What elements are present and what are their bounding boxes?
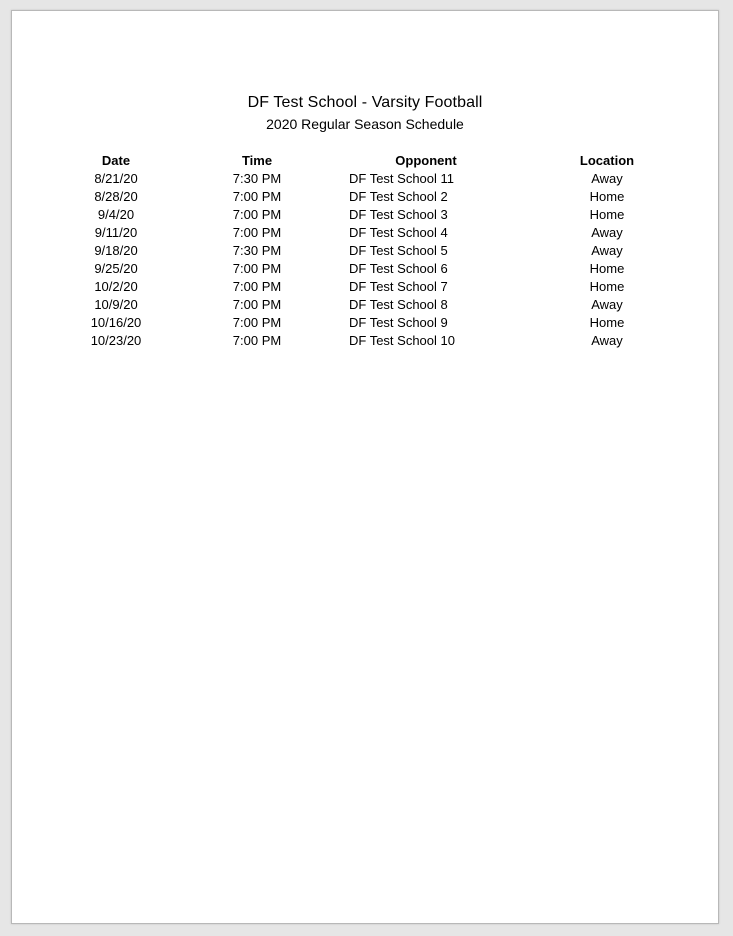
cell-location: Away — [591, 225, 623, 240]
schedule-table — [12, 152, 718, 350]
table-row — [12, 242, 718, 260]
cell-date: 8/21/20 — [94, 171, 138, 186]
table-row — [12, 296, 718, 314]
cell-location: Away — [591, 333, 623, 348]
cell-time: 7:00 PM — [232, 225, 282, 240]
cell-location: Home — [589, 261, 625, 276]
cell-time: 7:00 PM — [232, 315, 282, 330]
cell-location: Away — [591, 171, 623, 186]
cell-date: 10/16/20 — [90, 315, 142, 330]
header-time: Time — [241, 153, 273, 168]
cell-date: 9/18/20 — [94, 243, 138, 258]
cell-time: 7:00 PM — [232, 279, 282, 294]
table-row — [12, 188, 718, 206]
cell-opponent: DF Test School 10 — [349, 333, 455, 348]
cell-location: Away — [591, 243, 623, 258]
table-row — [12, 170, 718, 188]
cell-time: 7:30 PM — [232, 171, 282, 186]
cell-location: Home — [589, 315, 625, 330]
cell-time: 7:00 PM — [232, 189, 282, 204]
table-row — [12, 224, 718, 242]
cell-time: 7:00 PM — [232, 207, 282, 222]
header-opponent: Opponent — [395, 153, 457, 168]
table-row — [12, 332, 718, 350]
header-location: Location — [579, 153, 635, 168]
cell-opponent: DF Test School 5 — [349, 243, 448, 258]
cell-opponent: DF Test School 11 — [349, 171, 455, 186]
document-subtitle: 2020 Regular Season Schedule — [266, 116, 464, 132]
table-row — [12, 278, 718, 296]
cell-time: 7:30 PM — [232, 243, 282, 258]
cell-opponent: DF Test School 7 — [349, 279, 448, 294]
cell-opponent: DF Test School 2 — [349, 189, 448, 204]
cell-date: 9/25/20 — [94, 261, 138, 276]
document-title: DF Test School - Varsity Football — [247, 94, 483, 111]
cell-location: Home — [589, 207, 625, 222]
cell-date: 10/9/20 — [94, 297, 138, 312]
cell-opponent: DF Test School 8 — [349, 297, 448, 312]
cell-date: 9/4/20 — [97, 207, 135, 222]
table-row — [12, 314, 718, 332]
cell-opponent: DF Test School 3 — [349, 207, 448, 222]
header-date: Date — [101, 153, 131, 168]
table-header-row — [12, 152, 718, 170]
cell-opponent: DF Test School 6 — [349, 261, 448, 276]
cell-time: 7:00 PM — [232, 261, 282, 276]
cell-opponent: DF Test School 4 — [349, 225, 448, 240]
cell-time: 7:00 PM — [232, 333, 282, 348]
document-page — [11, 10, 719, 924]
cell-date: 10/2/20 — [94, 279, 138, 294]
cell-time: 7:00 PM — [232, 297, 282, 312]
cell-location: Home — [589, 189, 625, 204]
cell-location: Away — [591, 297, 623, 312]
cell-location: Home — [589, 279, 625, 294]
cell-date: 9/11/20 — [94, 225, 138, 240]
table-row — [12, 206, 718, 224]
cell-date: 8/28/20 — [94, 189, 138, 204]
cell-opponent: DF Test School 9 — [349, 315, 448, 330]
table-row — [12, 260, 718, 278]
cell-date: 10/23/20 — [90, 333, 142, 348]
